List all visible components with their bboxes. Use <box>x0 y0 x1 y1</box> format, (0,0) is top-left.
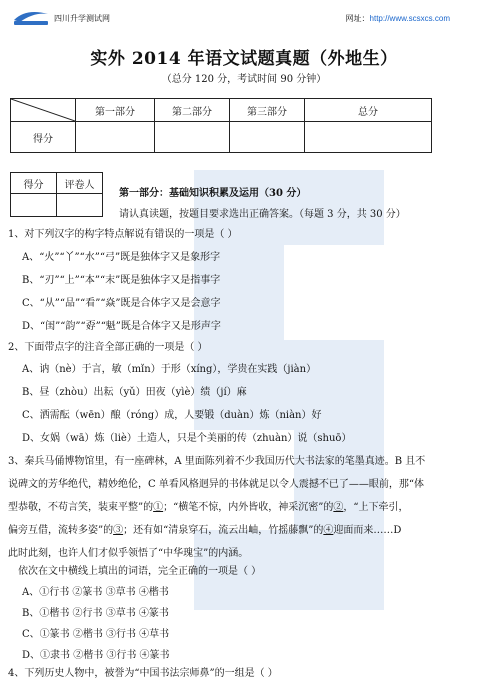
q3-option-d[interactable]: D、①隶书 ②楷书 ③行书 ④篆书 <box>22 650 170 661</box>
q3-line4-text-b: ；还有如“清泉穿石，流云出岫，竹摇藤飘”的 <box>123 525 324 536</box>
diagonal-line <box>11 99 75 121</box>
grader-name-label: 评卷人 <box>57 173 103 194</box>
q4-stem: 4、下列历史人物中，被誉为“中国书法宗师鼻”的一组是（ ） <box>8 668 278 679</box>
site-name: 四川升学测试网 <box>54 14 110 23</box>
q3-line4-text-a: 偏旁互借，流转多姿”的 <box>8 525 114 536</box>
q3-sub-stem: 依次在文中横线上填出的词语，完全正确的一项是（ ） <box>18 566 262 577</box>
q1-stem: 1、对下列汉字的构字特点解说有错误的一项是（ ） <box>8 229 238 240</box>
q1-option-d[interactable]: D、“闺”“韵”“孬”“魁”既是合体字又是形声字 <box>22 321 221 332</box>
site-url-block <box>346 13 450 24</box>
score-cell-part1[interactable] <box>76 122 155 153</box>
score-row-label: 得分 <box>11 122 76 153</box>
q3-option-b[interactable]: B、①楷书 ②行书 ③草书 ④篆书 <box>22 608 169 619</box>
score-table-score-row <box>11 122 432 153</box>
score-header-part1: 第一部分 <box>76 99 155 122</box>
section1-instruction: 请认真读题，按题目要求选出正确答案。（每题 3 分，共 30 分） <box>119 209 406 220</box>
q2-option-d[interactable]: D、女娲（wā）炼（liè）土造人，只是个美丽的传（zhuàn）说（shuō） <box>22 433 352 444</box>
score-cell-part3[interactable] <box>230 122 305 153</box>
url-label: 网址： <box>345 14 370 23</box>
page-header <box>12 8 480 28</box>
grader-table <box>10 172 103 217</box>
q3-blank-3[interactable]: ③ <box>113 525 124 536</box>
q3-passage-line-2: 说碑文的芳华绝代，精妙绝伦，C 单看风格迥异的书体就足以令人震撼不已了——眼前，那“体 <box>8 479 424 490</box>
grader-score-label: 得分 <box>11 173 57 194</box>
q3-passage-line-5: 此时此刻，也许人们才似乎领悟了“中华瑰宝”的内涵。 <box>8 548 249 559</box>
score-table-header-row <box>11 99 432 122</box>
q2-option-c[interactable]: C、洒需酝（wēn）酿（róng）成，人要锻（duàn）炼（niàn）好 <box>22 410 322 421</box>
grader-value-row <box>11 194 103 217</box>
q3-line3-text-b: ；“横笔不惊，内外皆收，神采沉密”的 <box>163 502 334 513</box>
score-table-corner-cell <box>11 99 76 122</box>
score-table <box>10 98 432 153</box>
q3-line3-text-a: 型恭敬，不苟言笑，装束平整”的 <box>8 502 154 513</box>
exam-title: 实外 2014 年语文试题真题（外地生） <box>90 49 398 69</box>
q3-passage-line-3 <box>8 498 408 513</box>
q1-option-c[interactable]: C、“从”“品”“看”“焱”既是合体字又是会意字 <box>22 298 221 309</box>
q3-passage-line-1: 3、秦兵马俑博物馆里，有一座碑林，A 里面陈列着不少我国历代大书法家的笔墨真迹。B 且不 <box>8 456 426 467</box>
grader-name-cell[interactable] <box>57 194 103 217</box>
q1-option-a[interactable]: A、“火”“丫”“水”“弓”既是独体字又是象形字 <box>22 252 221 263</box>
score-header-part2: 第二部分 <box>155 99 230 122</box>
q3-blank-2[interactable]: ② <box>333 502 344 513</box>
score-header-part3: 第三部分 <box>230 99 305 122</box>
section1-title: 第一部分：基础知识积累及运用（30 分） <box>119 188 307 199</box>
q3-option-a[interactable]: A、①行书 ②篆书 ③草书 ④楷书 <box>22 587 169 598</box>
q3-blank-4[interactable]: ④ <box>323 525 334 536</box>
q3-blank-1[interactable]: ① <box>153 502 164 513</box>
grader-header-row <box>11 173 103 194</box>
q3-option-c[interactable]: C、①篆书 ②楷书 ③行书 ④草书 <box>22 629 170 640</box>
q1-option-b[interactable]: B、“刃”“上”“本”“末”既是独体字又是指事字 <box>22 275 221 286</box>
grader-score-cell[interactable] <box>11 194 57 217</box>
site-url-link[interactable]: http://www.scsxcs.com <box>369 14 450 23</box>
q2-stem: 2、下面带点字的注音全部正确的一项是（ ） <box>8 342 208 353</box>
score-cell-part2[interactable] <box>155 122 230 153</box>
q2-option-a[interactable]: A、讷（nè）于言，敏（mǐn）于形（xíng），学贵在实践（jiàn） <box>22 364 317 375</box>
score-header-total: 总分 <box>305 99 432 122</box>
score-cell-total[interactable] <box>305 122 432 153</box>
exam-subtitle: （总分 120 分，考试时间 90 分钟） <box>161 74 327 85</box>
q2-option-b[interactable]: B、昼（zhòu）出耘（yǔ）田夜（yìè）绩（jí）麻 <box>22 387 247 398</box>
site-logo <box>12 8 50 26</box>
q3-line3-text-c: ，“上下牵引， <box>343 502 409 513</box>
q3-passage-line-4 <box>8 521 401 536</box>
q3-line4-text-c: 迎面而来……D <box>333 525 402 536</box>
